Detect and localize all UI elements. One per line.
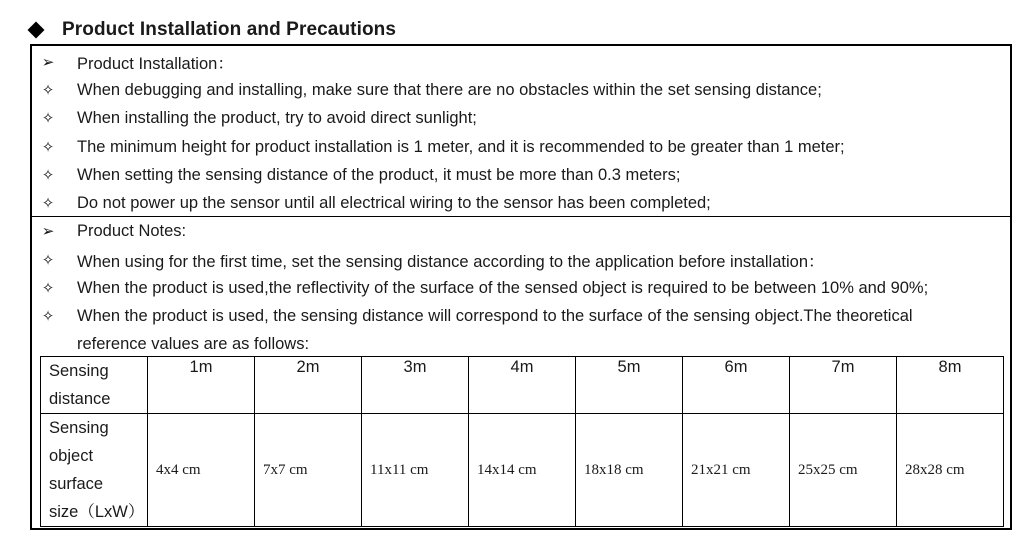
star-outline-icon: ✧ xyxy=(41,279,55,297)
notes-header xyxy=(32,217,1010,245)
table-cell: 8m xyxy=(897,357,1004,414)
list-item: ✧ When setting the sensing distance of the product, it must be more than 0.3 meters; xyxy=(32,161,1010,189)
table-cell: 18x18 cm xyxy=(576,414,683,527)
list-item: ✧ When the product is used,the reflectivity of the surface of the sensed object is required to be between 10% and 90%; xyxy=(32,274,1010,302)
table-cell: 5m xyxy=(576,357,683,414)
star-outline-icon: ✧ xyxy=(41,81,55,99)
row-header-distance: Sensing distance xyxy=(41,357,148,414)
table-cell: 1m xyxy=(148,357,255,414)
table-cell: 25x25 cm xyxy=(790,414,897,527)
diamond-bullet-icon xyxy=(28,22,45,39)
page-title: Product Installation and Precautions xyxy=(62,19,397,40)
table-row-size xyxy=(41,414,1004,527)
star-outline-icon: ✧ xyxy=(41,194,55,212)
table-cell: 14x14 cm xyxy=(469,414,576,527)
table-cell: 2m xyxy=(255,357,362,414)
section-heading xyxy=(28,16,396,44)
list-item: ✧ The minimum height for product installation is 1 meter, and it is recommended to be greater than 1 meter; xyxy=(32,133,1010,161)
arrowhead-icon: ➢ xyxy=(41,222,55,240)
table-cell: 7m xyxy=(790,357,897,414)
notes-header-label: Product Notes: xyxy=(77,221,187,240)
sensing-reference-table xyxy=(40,356,1004,527)
row-header-size: Sensing object surface size（LxW） xyxy=(41,414,148,527)
list-item: ✧ When debugging and installing, make sure that there are no obstacles within the set sensing distance; xyxy=(32,76,1010,104)
table-cell: 4x4 cm xyxy=(148,414,255,527)
table-cell: 3m xyxy=(362,357,469,414)
content-frame xyxy=(30,44,1012,530)
list-item-continuation: reference values are as follows: xyxy=(77,334,310,353)
star-outline-icon: ✧ xyxy=(41,307,55,325)
table-cell: 4m xyxy=(469,357,576,414)
list-item: ✧ When using for the first time, set the sensing distance according to the application before installation： xyxy=(32,246,1010,274)
arrowhead-icon: ➢ xyxy=(41,53,55,71)
table-row-distance xyxy=(41,357,1004,414)
list-item: ✧ When installing the product, try to avoid direct sunlight; xyxy=(32,104,1010,132)
star-outline-icon: ✧ xyxy=(41,251,55,269)
list-item: ✧ Do not power up the sensor until all electrical wiring to the sensor has been completed; xyxy=(32,189,1010,217)
list-item: ✧ When the product is used, the sensing distance will correspond to the surface of the sensing object.The theoretical xyxy=(32,302,1010,330)
table-cell: 7x7 cm xyxy=(255,414,362,527)
star-outline-icon: ✧ xyxy=(41,138,55,156)
installation-header-label: Product Installation： xyxy=(77,55,234,73)
table-cell: 21x21 cm xyxy=(683,414,790,527)
table-cell: 11x11 cm xyxy=(362,414,469,527)
installation-header xyxy=(32,48,1010,76)
table-cell: 28x28 cm xyxy=(897,414,1004,527)
star-outline-icon: ✧ xyxy=(41,166,55,184)
table-cell: 6m xyxy=(683,357,790,414)
star-outline-icon: ✧ xyxy=(41,109,55,127)
